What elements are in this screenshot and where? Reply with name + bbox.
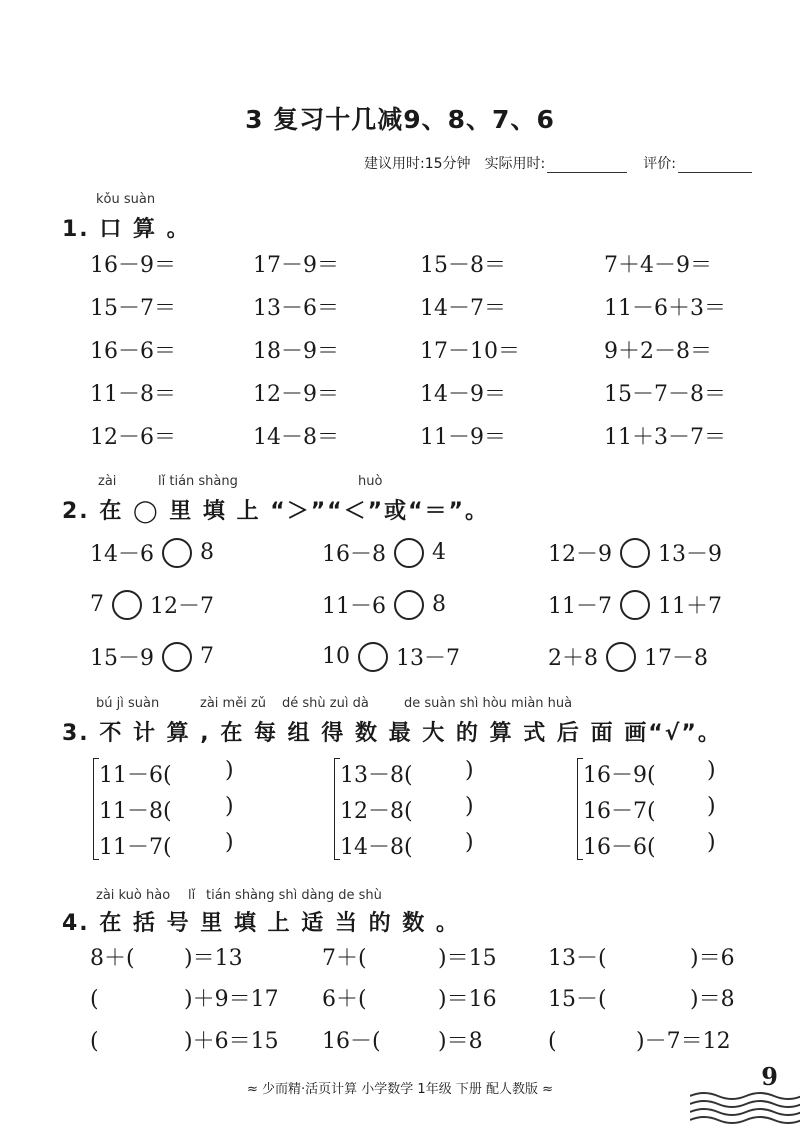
rating-label: 评价: — [643, 156, 676, 172]
q1-expression: 17－10＝ — [420, 339, 520, 364]
q4-title: 4. 在 括 号 里 填 上 适 当 的 数 。 — [62, 911, 460, 936]
q4-pinyin-3: tián shàng shì dàng de shù — [206, 888, 382, 903]
q2-comparison — [548, 589, 722, 620]
q1-expression: 11＋3－7＝ — [604, 425, 726, 450]
q2-left-expression: 15－9 — [90, 646, 154, 671]
q4-expression-left: 13－( — [548, 946, 607, 971]
q2-comparison — [90, 641, 214, 672]
q3-answer-close[interactable]: ) — [225, 830, 234, 855]
q2-comparison — [90, 537, 214, 568]
q4-expression-left: 6＋( — [322, 987, 367, 1012]
q3-expression: 12－8( — [340, 799, 413, 824]
answer-circle-icon[interactable] — [162, 642, 192, 672]
q1-expression: 9＋2－8＝ — [604, 339, 712, 364]
q2-right-expression: 12－7 — [150, 594, 214, 619]
q3-expression: 14－8( — [340, 835, 413, 860]
footer: ≈ 少而精·活页计算 小学数学 1年级 下册 配人教版 ≈ — [247, 1082, 553, 1097]
q2-right-expression: 4 — [432, 540, 446, 565]
q2-pinyin-3: huò — [358, 474, 383, 489]
q3-answer-close[interactable]: ) — [225, 758, 234, 783]
q3-expression: 16－6( — [583, 835, 656, 860]
q3-answer-close[interactable]: ) — [707, 758, 716, 783]
q1-title: 1. 口 算 。 — [62, 217, 191, 242]
q3-brace-group — [577, 758, 578, 860]
q4-expression-right: )＋6＝15 — [184, 1029, 279, 1054]
q4-expression-right: )＋9＝17 — [184, 987, 279, 1012]
q4-expression-left: 15－( — [548, 987, 607, 1012]
q2-left-expression: 12－9 — [548, 542, 612, 567]
q3-expression: 16－9( — [583, 763, 656, 788]
q2-left-expression: 14－6 — [90, 542, 154, 567]
q1-expression: 16－9＝ — [90, 253, 176, 278]
q1-expression: 13－6＝ — [253, 296, 339, 321]
q2-right-expression: 8 — [432, 592, 446, 617]
q1-expression: 15－7＝ — [90, 296, 176, 321]
q4-expression-right: )＝6 — [690, 946, 735, 971]
q4-expression-right: )＝15 — [438, 946, 497, 971]
q2-pinyin-1: zài — [98, 474, 117, 489]
answer-circle-icon[interactable] — [358, 642, 388, 672]
q1-expression: 12－9＝ — [253, 382, 339, 407]
q2-left-expression: 11－7 — [548, 594, 612, 619]
q3-expression: 11－6( — [99, 763, 172, 788]
q4-expression-left: 7＋( — [322, 946, 367, 971]
q2-right-expression: 17－8 — [644, 646, 708, 671]
q4-expression-left: 16－( — [322, 1029, 381, 1054]
q2-pinyin-2: lǐ tián shàng — [158, 474, 238, 489]
q2-left-expression: 10 — [322, 644, 350, 669]
q1-expression: 14－7＝ — [420, 296, 506, 321]
q2-left-expression: 7 — [90, 592, 104, 617]
q4-expression-right: )＝16 — [438, 987, 497, 1012]
q4-expression-right: )＝8 — [690, 987, 735, 1012]
q3-expression: 11－8( — [99, 799, 172, 824]
q1-pinyin: kǒu suàn — [96, 192, 156, 207]
page-title: 3 复习十几减9、8、7、6 — [245, 105, 555, 134]
q4-expression-left: ( — [548, 1029, 557, 1054]
q1-expression: 15－7－8＝ — [604, 382, 726, 407]
rating-blank[interactable] — [678, 159, 752, 173]
page-number: 9 — [761, 1062, 778, 1091]
q2-right-expression: 13－9 — [658, 542, 722, 567]
q1-expression: 11－6＋3＝ — [604, 296, 726, 321]
q1-expression: 14－9＝ — [420, 382, 506, 407]
q3-brace-group — [93, 758, 94, 860]
q3-answer-close[interactable]: ) — [707, 830, 716, 855]
q1-expression: 14－8＝ — [253, 425, 339, 450]
q2-title: 2. 在 ◯ 里 填 上 “＞”“＜”或“＝”。 — [62, 499, 489, 524]
q4-expression-left: 8＋( — [90, 946, 135, 971]
q2-right-expression: 7 — [200, 644, 214, 669]
answer-circle-icon[interactable] — [620, 538, 650, 568]
q3-answer-close[interactable]: ) — [465, 830, 474, 855]
actual-time-blank[interactable] — [547, 159, 627, 173]
answer-circle-icon[interactable] — [606, 642, 636, 672]
q3-answer-close[interactable]: ) — [707, 794, 716, 819]
q3-answer-close[interactable]: ) — [225, 794, 234, 819]
q4-expression-right: )－7＝12 — [636, 1029, 731, 1054]
q2-left-expression: 11－6 — [322, 594, 386, 619]
q2-comparison — [548, 641, 708, 672]
q4-expression-left: ( — [90, 1029, 99, 1054]
q2-comparison — [90, 589, 214, 620]
q4-expression-right: )＝8 — [438, 1029, 483, 1054]
q2-left-expression: 2＋8 — [548, 646, 598, 671]
q3-pinyin-4: de suàn shì hòu miàn huà — [404, 696, 573, 711]
q1-expression: 7＋4－9＝ — [604, 253, 712, 278]
q1-expression: 15－8＝ — [420, 253, 506, 278]
wave-decoration-icon — [690, 1088, 800, 1128]
q4-pinyin-1: zài kuò hào — [96, 888, 171, 903]
answer-circle-icon[interactable] — [394, 538, 424, 568]
answer-circle-icon[interactable] — [394, 590, 424, 620]
q2-comparison — [322, 589, 446, 620]
meta-line — [364, 153, 752, 173]
q3-expression: 16－7( — [583, 799, 656, 824]
q2-right-expression: 13－7 — [396, 646, 460, 671]
q3-expression: 11－7( — [99, 835, 172, 860]
actual-time-label: 实际用时: — [484, 156, 546, 172]
q3-answer-close[interactable]: ) — [465, 794, 474, 819]
q2-comparison — [322, 537, 446, 568]
q1-expression: 17－9＝ — [253, 253, 339, 278]
q3-expression: 13－8( — [340, 763, 413, 788]
q1-expression: 11－9＝ — [420, 425, 506, 450]
q2-comparison — [548, 537, 722, 568]
q3-pinyin-3: dé shù zuì dà — [282, 696, 369, 711]
q3-pinyin-2: zài měi zǔ — [200, 696, 267, 711]
answer-circle-icon[interactable] — [162, 538, 192, 568]
q3-brace-group — [334, 758, 335, 860]
answer-circle-icon[interactable] — [620, 590, 650, 620]
q4-pinyin-2: lǐ — [188, 888, 196, 903]
q1-expression: 11－8＝ — [90, 382, 176, 407]
q2-left-expression: 16－8 — [322, 542, 386, 567]
q1-expression: 16－6＝ — [90, 339, 176, 364]
q1-expression: 18－9＝ — [253, 339, 339, 364]
q2-right-expression: 11＋7 — [658, 594, 722, 619]
q2-comparison — [322, 641, 460, 672]
q3-pinyin-1: bú jì suàn — [96, 696, 160, 711]
q1-expression: 12－6＝ — [90, 425, 176, 450]
q3-answer-close[interactable]: ) — [465, 758, 474, 783]
q3-title: 3. 不 计 算 , 在 每 组 得 数 最 大 的 算 式 后 面 画“√”。 — [62, 721, 722, 746]
q4-expression-left: ( — [90, 987, 99, 1012]
answer-circle-icon[interactable] — [112, 590, 142, 620]
q2-right-expression: 8 — [200, 540, 214, 565]
q4-expression-right: )＝13 — [184, 946, 243, 971]
suggested-time: 建议用时:15分钟 — [364, 156, 471, 172]
